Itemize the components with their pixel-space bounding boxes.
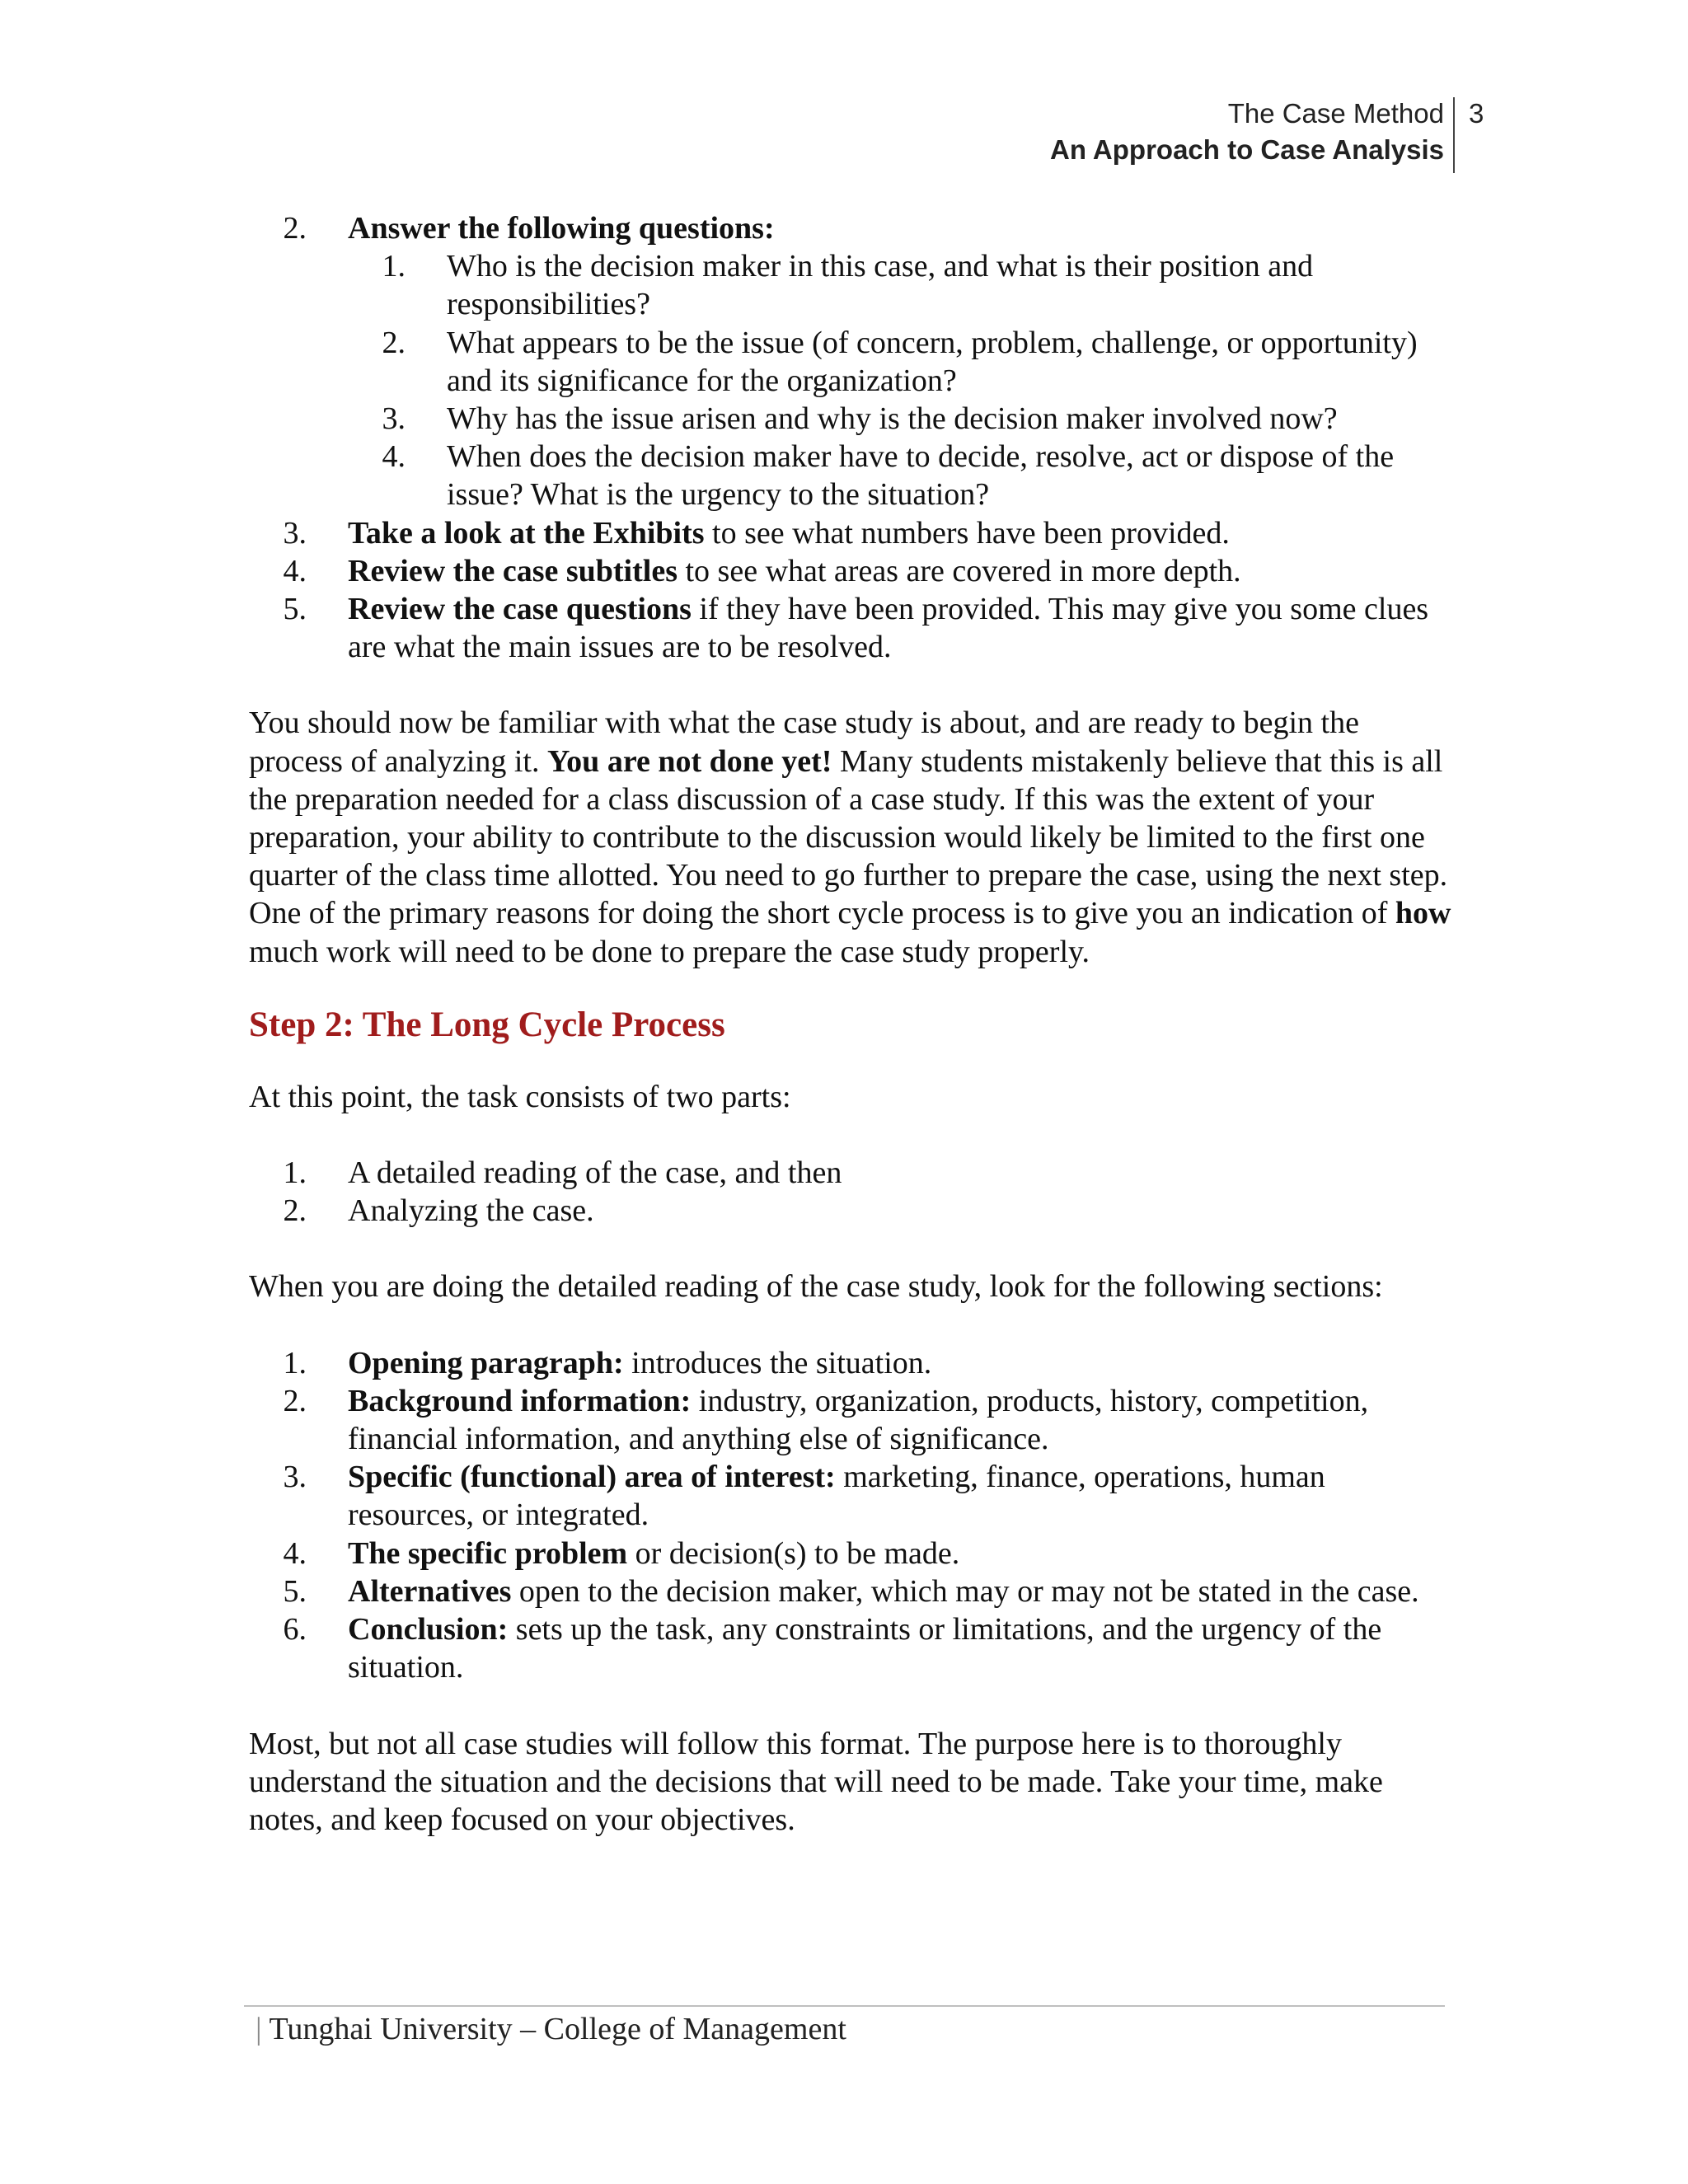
list-item-text: industry, organization, products, history, competition, financial information, and anything else of significance. — [348, 1383, 1369, 1457]
list-number: 5. — [283, 592, 307, 627]
list-item — [249, 1535, 1452, 1572]
running-header — [1050, 96, 1444, 168]
list-item-text: or decision(s) to be made. — [627, 1535, 960, 1571]
list-item-heading: Review the case subtitles — [348, 553, 678, 588]
list-item — [249, 590, 1452, 666]
list-number: 4. — [283, 553, 307, 588]
list-number: 6. — [283, 1612, 307, 1647]
question-item — [249, 247, 1452, 323]
list-item-text: sets up the task, any constraints or limitations, and the urgency of the situation. — [348, 1612, 1382, 1685]
header-subtitle: An Approach to Case Analysis — [1049, 134, 1444, 165]
page-number: 3 — [1469, 98, 1484, 129]
body-paragraph — [249, 704, 1452, 970]
list-item — [249, 1572, 1452, 1610]
list-item-heading: Background information: — [348, 1383, 692, 1418]
question-text: Why has the issue arisen and why is the decision maker involved now? — [447, 401, 1338, 437]
list-item-text: to see what numbers have been provided. — [704, 515, 1230, 551]
question-text: What appears to be the issue (of concern, problem, challenge, or opportunity) and its significance for the organization? — [447, 325, 1418, 398]
question-item — [249, 324, 1452, 400]
list-item-text: A detailed reading of the case, and then — [348, 1155, 842, 1191]
case-sections-list — [249, 1344, 1452, 1687]
questions-list — [249, 247, 1452, 513]
list-item-text: marketing, finance, operations, human resources, or integrated. — [348, 1460, 1325, 1533]
list-item-heading: Answer the following questions: — [348, 211, 775, 246]
header-divider — [1453, 97, 1455, 173]
footer-separator: | — [256, 2012, 262, 2046]
list-item-text: Analyzing the case. — [348, 1193, 594, 1229]
list-number: 2. — [283, 1193, 307, 1229]
emphasis-text: You are not done yet! — [546, 743, 832, 779]
paragraph-text: Many students mistakenly believe that this is all the preparation needed for a class discussion of a case study. If this was the extent of your preparation, your ability to contribute to the discussion would likely be limited to the first one quarter of the class time allotted. You need to go further to prepare the case, using the next step. One of the primary reasons for doing the short cycle process is to give you an indication of — [249, 743, 1448, 931]
list-item-heading: The specific problem — [348, 1535, 628, 1571]
list-item — [249, 1154, 1452, 1192]
emphasis-text: how — [1395, 896, 1451, 931]
list-number: 3. — [382, 401, 406, 437]
footer-divider — [244, 2005, 1445, 2007]
list-item-heading: Review the case questions — [348, 592, 692, 627]
list-item-heading: Take a look at the Exhibits — [348, 515, 705, 551]
list-item-heading: Alternatives — [348, 1573, 512, 1609]
header-title: The Case Method — [1227, 98, 1444, 129]
body-paragraph: Most, but not all case studies will follow this format. The purpose here is to thoroughly understand the situation and the decisions that will need to be made. Take your time, make notes, and keep focused on your objectives. — [249, 1726, 1383, 1837]
list-item — [249, 1458, 1452, 1534]
list-number: 3. — [283, 515, 307, 551]
body-paragraph: At this point, the task consists of two parts: — [249, 1079, 791, 1114]
list-item — [249, 1382, 1452, 1458]
list-item-text: if they have been provided. This may give you some clues are what the main issues are to be resolved. — [348, 592, 1429, 665]
list-number: 1. — [283, 1345, 307, 1380]
list-number: 2. — [382, 325, 406, 360]
list-number: 2. — [283, 1383, 307, 1418]
page-body — [249, 209, 1452, 1839]
question-text: When does the decision maker have to decide, resolve, act or dispose of the issue? What is the urgency to the situation? — [447, 439, 1395, 513]
list-item — [249, 514, 1452, 552]
list-item — [249, 1344, 1452, 1382]
list-item — [249, 1610, 1452, 1686]
body-paragraph: When you are doing the detailed reading of the case study, look for the following sections: — [249, 1269, 1383, 1305]
list-item-text: to see what areas are covered in more depth. — [677, 553, 1241, 588]
short-cycle-list — [249, 209, 1452, 666]
list-item-heading: Opening paragraph: — [348, 1345, 624, 1380]
page-footer — [256, 2009, 846, 2049]
list-item — [249, 1192, 1452, 1230]
list-item-heading: Specific (functional) area of interest: — [348, 1460, 836, 1495]
section-heading: Step 2: The Long Cycle Process — [249, 1005, 725, 1044]
question-item — [249, 438, 1452, 513]
list-number: 2. — [283, 211, 307, 246]
list-item-text: introduces the situation. — [623, 1345, 932, 1380]
list-item — [249, 209, 1452, 514]
list-number: 1. — [382, 249, 406, 284]
list-item-text: open to the decision maker, which may or may not be stated in the case. — [511, 1573, 1419, 1609]
list-number: 1. — [283, 1155, 307, 1191]
question-item — [249, 400, 1452, 438]
list-item — [249, 552, 1452, 590]
task-parts-list — [249, 1154, 1452, 1230]
footer-text: Tunghai University – College of Management — [269, 2012, 846, 2046]
list-item-heading: Conclusion: — [348, 1612, 509, 1647]
question-text: Who is the decision maker in this case, and what is their position and responsibilities? — [447, 249, 1314, 322]
list-number: 3. — [283, 1460, 307, 1495]
paragraph-text: You should now be familiar with what the case study is about, and are ready to begin the process of analyzing it. — [249, 705, 1359, 779]
list-number: 4. — [382, 439, 406, 475]
paragraph-text: much work will need to be done to prepare the case study properly. — [249, 934, 1090, 969]
list-number: 5. — [283, 1573, 307, 1609]
list-number: 4. — [283, 1535, 307, 1571]
